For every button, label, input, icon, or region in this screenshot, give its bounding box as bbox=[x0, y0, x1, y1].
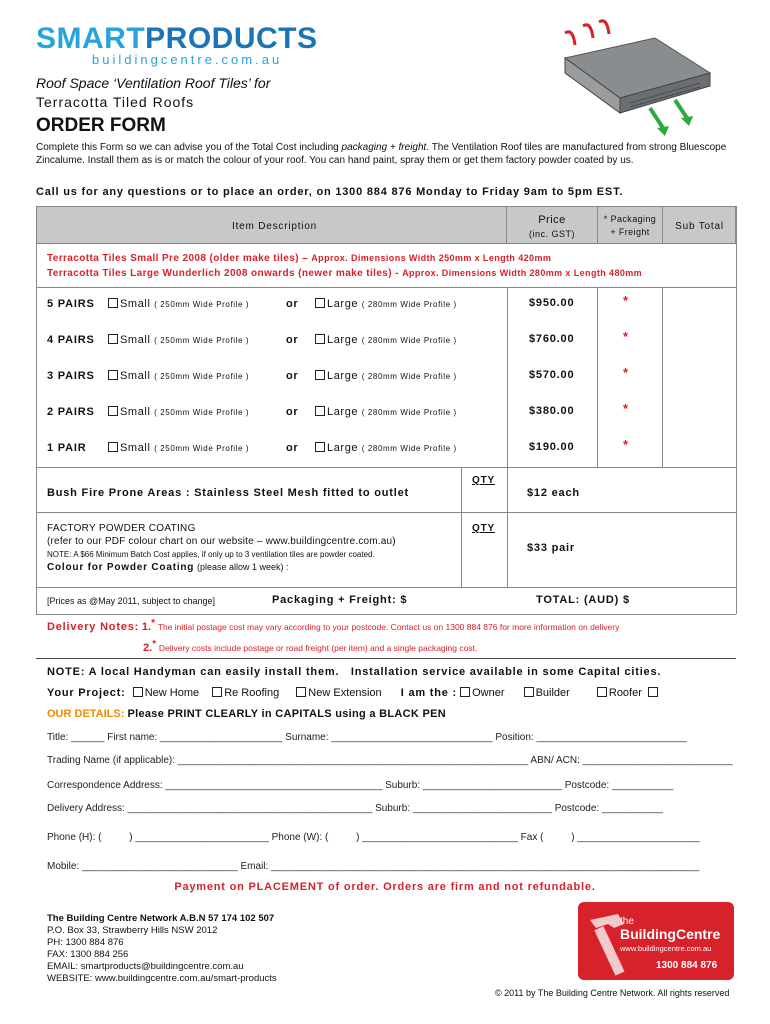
delivery-address-field[interactable]: Delivery Address: ____________________________________________ Suburb: _________________________ Postcode: ___________ bbox=[47, 803, 664, 814]
header-packaging-label: * Packaging bbox=[603, 214, 657, 224]
badge-url: www.buildingcentre.com.au bbox=[620, 944, 712, 953]
small-checkbox[interactable] bbox=[108, 298, 118, 308]
handyman-note: NOTE: A local Handyman can easily install them. Installation service available in some Capital cities. bbox=[47, 666, 662, 678]
roofer-label: Roofer bbox=[608, 687, 642, 699]
other-checkbox[interactable] bbox=[648, 687, 658, 697]
prices-note: [Prices as @May 2011, subject to change] bbox=[47, 596, 216, 606]
trading-name-field[interactable]: Trading Name (if applicable): _______________________________________________________________ ABN/ ACN: ___________________________ bbox=[47, 755, 733, 766]
delivery-note-1-text: The initial postage cost may vary according to your postcode. Contact us on 1300 884 876 for more information on delivery bbox=[157, 622, 620, 632]
packaging-star: * bbox=[623, 437, 629, 452]
large-checkbox[interactable] bbox=[315, 442, 325, 452]
packaging-star: * bbox=[623, 365, 629, 380]
small-option[interactable] bbox=[108, 298, 249, 310]
large-option[interactable] bbox=[315, 370, 457, 382]
row-price: $760.00 bbox=[529, 333, 575, 345]
large-profile-note: ( 280mm Wide Profile ) bbox=[361, 372, 457, 381]
correspondence-address-field[interactable]: Correspondence Address: _______________________________________ Suburb: _________________________ Postcode: ___________ bbox=[47, 780, 674, 791]
powder-colour-label: Colour for Powder Coating bbox=[47, 562, 195, 573]
bushfire-label: Bush Fire Prone Areas : Stainless Steel Mesh fitted to outlet bbox=[47, 487, 409, 499]
powder-title: FACTORY POWDER COATING bbox=[47, 523, 196, 534]
header-price bbox=[507, 213, 597, 241]
badge-name: BuildingCentre bbox=[620, 926, 721, 942]
call-line: Call us for any questions or to place an order, on 1300 884 876 Monday to Friday 9am to 5pm EST. bbox=[36, 186, 624, 198]
owner-label: Owner bbox=[472, 687, 505, 699]
large-option[interactable] bbox=[315, 334, 457, 346]
intro-part1: Complete this Form so we can advise you of the Total Cost including bbox=[36, 142, 342, 153]
vent-tile-illustration bbox=[535, 18, 735, 138]
packaging-star: * bbox=[623, 329, 629, 344]
company-phone: PH: 1300 884 876 bbox=[47, 937, 124, 948]
delivery-num-1: 1. bbox=[141, 621, 152, 633]
badge-phone: 1300 884 876 bbox=[656, 960, 718, 971]
company-info bbox=[47, 913, 277, 985]
small-label: Small bbox=[120, 334, 151, 346]
large-option[interactable] bbox=[315, 406, 457, 418]
pairs-quantity: 1 PAIR bbox=[47, 442, 87, 454]
small-label: Small bbox=[120, 406, 151, 418]
small-checkbox[interactable] bbox=[108, 370, 118, 380]
details-label: OUR DETAILS: bbox=[47, 708, 125, 720]
small-checkbox[interactable] bbox=[108, 406, 118, 416]
delivery-note-2 bbox=[143, 639, 477, 654]
badge-the: the bbox=[620, 916, 634, 927]
large-checkbox[interactable] bbox=[315, 298, 325, 308]
pairs-quantity: 5 PAIRS bbox=[47, 298, 95, 310]
product-descriptions bbox=[47, 251, 642, 281]
row-price: $190.00 bbox=[529, 441, 575, 453]
product-small-dims: Approx. Dimensions Width 250mm x Length 420mm bbox=[311, 253, 552, 263]
small-profile-note: ( 250mm Wide Profile ) bbox=[154, 300, 250, 309]
company-fax: FAX: 1300 884 256 bbox=[47, 949, 129, 960]
product-small-title: Terracotta Tiles Small Pre 2008 (older make tiles) – bbox=[47, 253, 312, 264]
building-centre-badge bbox=[578, 902, 734, 980]
header-freight-label: + Freight bbox=[610, 227, 650, 237]
large-option[interactable] bbox=[315, 298, 457, 310]
details-heading bbox=[47, 708, 446, 720]
subtitle-line2: Terracotta Tiled Roofs bbox=[36, 94, 195, 110]
page-title: ORDER FORM bbox=[36, 115, 166, 136]
intro-paragraph bbox=[36, 141, 736, 167]
logo-subtitle: buildingcentre.com.au bbox=[92, 52, 283, 67]
delivery-star-1: * bbox=[151, 618, 155, 629]
small-profile-note: ( 250mm Wide Profile ) bbox=[154, 336, 250, 345]
header-price-gst: (inc. GST) bbox=[528, 229, 575, 239]
mobile-email-fields[interactable]: Mobile: ____________________________ Email: _____________________________________________________________________________ bbox=[47, 861, 700, 872]
logo-word-products: PRODUCTS bbox=[145, 22, 318, 55]
small-label: Small bbox=[120, 370, 151, 382]
header-subtotal: Sub Total bbox=[675, 221, 724, 232]
new-home-label: New Home bbox=[144, 687, 200, 699]
delivery-star-2: * bbox=[152, 639, 157, 650]
large-profile-note: ( 280mm Wide Profile ) bbox=[361, 336, 457, 345]
pairs-quantity: 3 PAIRS bbox=[47, 370, 95, 382]
project-row bbox=[47, 687, 660, 699]
small-option[interactable] bbox=[108, 370, 249, 382]
large-checkbox[interactable] bbox=[315, 406, 325, 416]
company-website[interactable]: WEBSITE: www.buildingcentre.com.au/smart-products bbox=[47, 973, 277, 984]
new-extension-checkbox[interactable] bbox=[296, 687, 306, 697]
large-label: Large bbox=[327, 298, 359, 310]
title-name-fields[interactable]: Title: ______ First name: ______________________ Surname: _____________________________ Position: ___________________________ bbox=[47, 732, 687, 743]
subtitle-line1: Roof Space ‘Ventilation Roof Tiles’ for bbox=[36, 75, 271, 91]
small-label: Small bbox=[120, 298, 151, 310]
builder-label: Builder bbox=[535, 687, 570, 699]
small-checkbox[interactable] bbox=[108, 334, 118, 344]
company-address: P.O. Box 33, Strawberry Hills NSW 2012 bbox=[47, 925, 218, 936]
qty-label-bushfire: QTY bbox=[472, 475, 495, 486]
iam-label: I am the : bbox=[400, 687, 458, 699]
powder-price: $33 pair bbox=[527, 542, 575, 554]
header-item-description: Item Description bbox=[232, 221, 318, 232]
small-option[interactable] bbox=[108, 406, 249, 418]
powder-week-note: (please allow 1 week) : bbox=[197, 562, 289, 572]
delivery-note-2-text: Delivery costs include postage or road freight (per item) and a single packaging cost. bbox=[158, 643, 478, 653]
logo-word-smart: SMART bbox=[36, 22, 146, 55]
delivery-note-1 bbox=[47, 618, 619, 633]
large-checkbox[interactable] bbox=[315, 370, 325, 380]
powder-coating-block bbox=[47, 522, 396, 574]
row-price: $950.00 bbox=[529, 297, 575, 309]
packaging-star: * bbox=[623, 401, 629, 416]
or-label: or bbox=[286, 370, 299, 382]
company-email[interactable]: EMAIL: smartproducts@buildingcentre.com.au bbox=[47, 961, 244, 972]
product-large-title: Terracotta Tiles Large Wunderlich 2008 onwards (newer make tiles) - bbox=[47, 268, 403, 279]
or-label: or bbox=[286, 298, 299, 310]
header-packaging bbox=[598, 213, 662, 239]
large-label: Large bbox=[327, 370, 359, 382]
small-profile-note: ( 250mm Wide Profile ) bbox=[154, 408, 250, 417]
packaging-star: * bbox=[623, 293, 629, 308]
company-name: The Building Centre Network A.B.N 57 174 102 507 bbox=[47, 913, 275, 924]
row-price: $380.00 bbox=[529, 405, 575, 417]
table-row bbox=[36, 322, 736, 358]
logo bbox=[36, 24, 318, 67]
copyright: © 2011 by The Building Centre Network. All rights reserved bbox=[495, 988, 730, 998]
large-option[interactable] bbox=[315, 442, 457, 454]
small-profile-note: ( 250mm Wide Profile ) bbox=[154, 444, 250, 453]
re-roofing-label: Re Roofing bbox=[224, 687, 280, 699]
or-label: or bbox=[286, 334, 299, 346]
qty-label-powder: QTY bbox=[472, 523, 495, 534]
large-checkbox[interactable] bbox=[315, 334, 325, 344]
header-price-label: Price bbox=[538, 214, 566, 226]
table-row bbox=[36, 358, 736, 394]
small-checkbox[interactable] bbox=[108, 442, 118, 452]
builder-checkbox[interactable] bbox=[524, 687, 534, 697]
grand-total: TOTAL: (AUD) $ bbox=[536, 594, 630, 606]
powder-reference: (refer to our PDF colour chart on our website – www.buildingcentre.com.au) bbox=[47, 536, 396, 547]
row-price: $570.00 bbox=[529, 369, 575, 381]
powder-batch-note: NOTE: A $66 Minimum Batch Cost applies, if only up to 3 ventilation tiles are powder coated. bbox=[47, 550, 375, 559]
project-label: Your Project: bbox=[47, 687, 126, 699]
new-home-checkbox[interactable] bbox=[133, 687, 143, 697]
pairs-quantity: 4 PAIRS bbox=[47, 334, 95, 346]
small-option[interactable] bbox=[108, 442, 249, 454]
delivery-num-2: 2. bbox=[143, 642, 153, 654]
table-row bbox=[36, 394, 736, 430]
small-label: Small bbox=[120, 442, 151, 454]
roofer-checkbox[interactable] bbox=[597, 687, 607, 697]
intro-italic: packaging + freight bbox=[341, 142, 427, 153]
or-label: or bbox=[286, 406, 299, 418]
large-profile-note: ( 280mm Wide Profile ) bbox=[361, 300, 457, 309]
phone-fields[interactable]: Phone (H): ( ) ________________________ Phone (W): ( ) ____________________________ Fax ( ) ______________________ bbox=[47, 832, 700, 843]
large-label: Large bbox=[327, 442, 359, 454]
packaging-freight-total: Packaging + Freight: $ bbox=[272, 594, 408, 606]
delivery-label: Delivery Notes: bbox=[47, 621, 140, 633]
large-label: Large bbox=[327, 406, 359, 418]
payment-note: Payment on PLACEMENT of order. Orders are firm and not refundable. bbox=[174, 881, 596, 893]
bushfire-price: $12 each bbox=[527, 487, 580, 499]
large-profile-note: ( 280mm Wide Profile ) bbox=[361, 444, 457, 453]
table-row bbox=[36, 286, 736, 322]
re-roofing-checkbox[interactable] bbox=[212, 687, 222, 697]
pairs-quantity: 2 PAIRS bbox=[47, 406, 95, 418]
large-profile-note: ( 280mm Wide Profile ) bbox=[361, 408, 457, 417]
details-instruction: Please PRINT CLEARLY in CAPITALS using a BLACK PEN bbox=[127, 708, 447, 720]
small-option[interactable] bbox=[108, 334, 249, 346]
new-extension-label: New Extension bbox=[308, 687, 382, 699]
table-row bbox=[36, 430, 736, 466]
small-profile-note: ( 250mm Wide Profile ) bbox=[154, 372, 250, 381]
or-label: or bbox=[286, 442, 299, 454]
product-large-dims: Approx. Dimensions Width 280mm x Length 480mm bbox=[402, 268, 643, 278]
large-label: Large bbox=[327, 334, 359, 346]
intro-part2: . The Ventilation Roof tiles are manufactured from strong Bluescope Zincalume. Install them as is or match the colour of your roof. You can hand paint, spray them or get them factory powder coated by us. bbox=[36, 142, 727, 166]
owner-checkbox[interactable] bbox=[460, 687, 470, 697]
